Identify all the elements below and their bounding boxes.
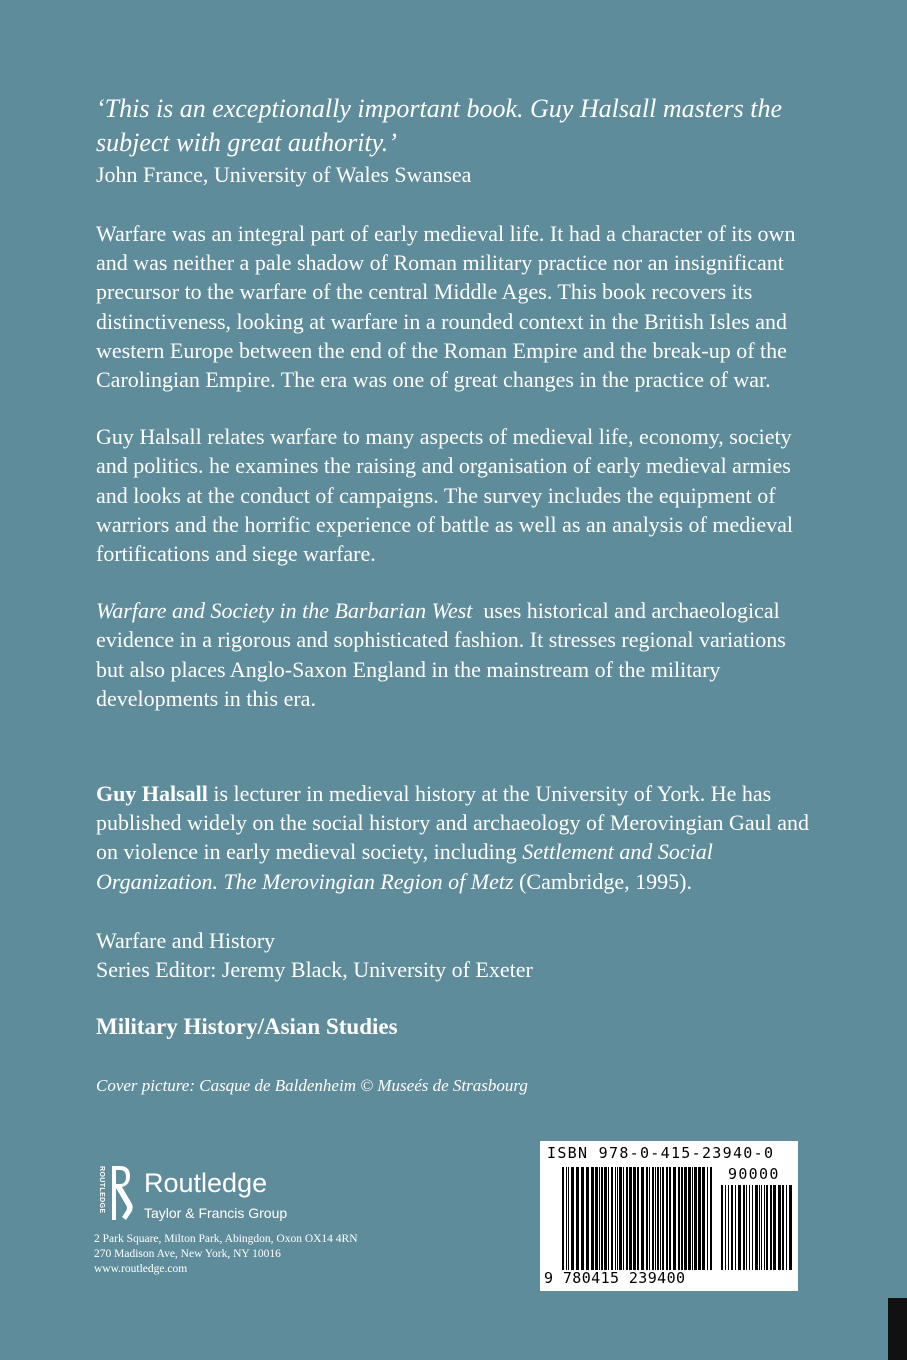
barcode-bar xyxy=(673,1167,676,1270)
cover-credit xyxy=(96,1076,816,1096)
address-line-2: 270 Madison Ave, New York, NY 10016 xyxy=(94,1248,281,1260)
barcode-bar xyxy=(694,1167,697,1270)
barcode-bar xyxy=(789,1185,792,1270)
barcode-bar xyxy=(615,1167,616,1270)
barcode-bar xyxy=(662,1167,664,1270)
barcode-bar xyxy=(731,1185,733,1270)
barcode-bar xyxy=(725,1185,726,1270)
series-name: Warfare and History xyxy=(96,928,276,953)
author-name: Guy Halsall xyxy=(96,781,208,806)
barcode-bar xyxy=(688,1167,691,1270)
barcode-bar xyxy=(629,1167,632,1270)
description-paragraph-1: Warfare was an integral part of early medieval life. It had a character of its own and was neither a pale shadow of Roman military practice nor an insignificant precursor to the warfare of the central Middle Ages. This book recovers its distinctiveness, looking at warfare in a rounded context in the British Isles and western Europe between the end of the Roman Empire and the break-up of the Carolingian Empire. The era was one of great changes in the practice of war. xyxy=(96,221,796,393)
author-bio xyxy=(96,779,816,896)
barcode-bar xyxy=(633,1167,636,1270)
barcode-bar xyxy=(669,1167,671,1270)
barcode-bar xyxy=(743,1185,745,1270)
series-editor: Series Editor: Jeremy Black, University of Exeter xyxy=(96,957,533,983)
publisher-address xyxy=(94,1232,358,1277)
barcode-bar xyxy=(764,1185,765,1270)
barcode-bar xyxy=(735,1185,736,1270)
barcode-bar xyxy=(707,1167,708,1270)
publisher-website: www.routledge.com xyxy=(94,1263,188,1275)
publisher-group: Taylor & Francis Group xyxy=(144,1205,288,1221)
barcode-bar xyxy=(623,1167,624,1270)
barcode-bar xyxy=(641,1167,644,1270)
barcode-bar xyxy=(657,1167,659,1270)
barcode-bar xyxy=(721,1185,723,1270)
barcode-bar xyxy=(773,1185,776,1270)
description xyxy=(96,219,816,713)
barcode-bar xyxy=(599,1167,600,1270)
barcode-bar xyxy=(586,1167,589,1270)
barcode-bar xyxy=(595,1167,598,1270)
barcode-bars-main xyxy=(562,1167,712,1270)
barcode-bar xyxy=(702,1167,705,1270)
book-title: Warfare and Society in the Barbarian West xyxy=(96,598,473,624)
description-paragraph-2: Guy Halsall relates warfare to many aspects of medieval life, economy, society and politics. he examines the raising and organisation of early medieval armies and looks at the conduct of campaigns. The survey includes the equipment of warriors and the horrific experience of battle as well as an analysis of medieval fortifications and siege warfare. xyxy=(96,424,793,567)
barcode-bar xyxy=(576,1167,579,1270)
author-book-title: Settlement and Social Organization. The Merovingian Region of Metz xyxy=(96,839,713,894)
barcode-bar xyxy=(601,1167,603,1270)
barcode-bar xyxy=(611,1167,613,1270)
barcode-bar xyxy=(604,1167,607,1270)
barcode-bar xyxy=(581,1167,584,1270)
barcode-bar xyxy=(766,1185,768,1270)
barcode-bar xyxy=(660,1167,661,1270)
routledge-vertical-text: ROUTLEDGE xyxy=(98,1166,105,1214)
price-code: 90000 xyxy=(728,1165,780,1183)
barcode-bar xyxy=(746,1185,747,1270)
barcode-bar xyxy=(684,1167,687,1270)
barcode-bar xyxy=(728,1185,729,1270)
barcode-bar xyxy=(692,1167,693,1270)
routledge-logo-icon xyxy=(94,1164,138,1222)
barcode-bar xyxy=(646,1167,648,1270)
barcode-bar xyxy=(626,1167,628,1270)
barcode-bar xyxy=(738,1185,741,1270)
barcode-bar xyxy=(617,1167,618,1270)
barcode-bar xyxy=(649,1167,650,1270)
endorsement xyxy=(96,92,816,189)
barcode-bar xyxy=(608,1167,609,1270)
address-line-1: 2 Park Square, Milton Park, Abingdon, Oxon OX14 4RN xyxy=(94,1233,358,1245)
ean-digits: 9 780415 239400 xyxy=(544,1269,686,1287)
description-paragraph-3: Warfare and Society in the Barbarian West uses historical and archaeological evidence in a rigorous and sophisticated fashion. It stresses regional variations but also places Anglo-Saxon England in the mainstream of the military developments in this era. xyxy=(96,598,786,711)
barcode-bar xyxy=(755,1185,758,1270)
barcode-bar xyxy=(786,1185,787,1270)
barcode-bar xyxy=(571,1167,574,1270)
barcode-bar xyxy=(568,1167,569,1270)
isbn-label: ISBN 978-0-415-23940-0 xyxy=(547,1144,775,1162)
barcode-bar xyxy=(770,1185,772,1270)
barcode-bar xyxy=(759,1185,760,1270)
series-info xyxy=(96,926,816,984)
author-bio-text: Guy Halsall is lecturer in medieval history at the University of York. He has published widely on the social history and archaeology of Merovingian Gaul and on violence in early medieval society, including Settlement and Social Organization. The Merovingian Region of Metz (Cambridge, 1995). xyxy=(96,781,809,894)
isbn-barcode xyxy=(540,1141,798,1291)
barcode-bar xyxy=(710,1167,712,1270)
corner-crop-mark xyxy=(888,1298,907,1360)
barcode-bar xyxy=(782,1185,784,1270)
cover-credit-text: Cover picture: Casque de Baldenheim © Museés de Strasbourg xyxy=(96,1076,528,1095)
subject-category xyxy=(96,1014,816,1040)
barcode-bar xyxy=(655,1167,656,1270)
barcode-bar xyxy=(681,1167,683,1270)
publisher-block xyxy=(94,1164,358,1277)
barcode-bar xyxy=(562,1167,564,1270)
publisher-name: Routledge xyxy=(144,1168,268,1198)
barcode-bar xyxy=(637,1167,639,1270)
barcode-bars-addon xyxy=(721,1185,792,1270)
endorsement-attribution: John France, University of Wales Swansea xyxy=(96,162,472,187)
barcode-bar xyxy=(652,1167,654,1270)
barcode-bar xyxy=(749,1185,750,1270)
subject-label: Military History/Asian Studies xyxy=(96,1014,398,1039)
barcode-bar xyxy=(698,1167,701,1270)
barcode-bar xyxy=(591,1167,594,1270)
barcode-bar xyxy=(778,1185,781,1270)
endorsement-quote: ‘This is an exceptionally important book. Guy Halsall masters the subject with great authority.’ xyxy=(96,94,783,157)
barcode-bar xyxy=(761,1185,762,1270)
barcode-bar xyxy=(752,1185,753,1270)
routledge-logo xyxy=(94,1164,358,1226)
barcode-bar xyxy=(619,1167,622,1270)
barcode-bar xyxy=(666,1167,668,1270)
barcode-bar xyxy=(566,1167,567,1270)
barcode-bar xyxy=(678,1167,680,1270)
